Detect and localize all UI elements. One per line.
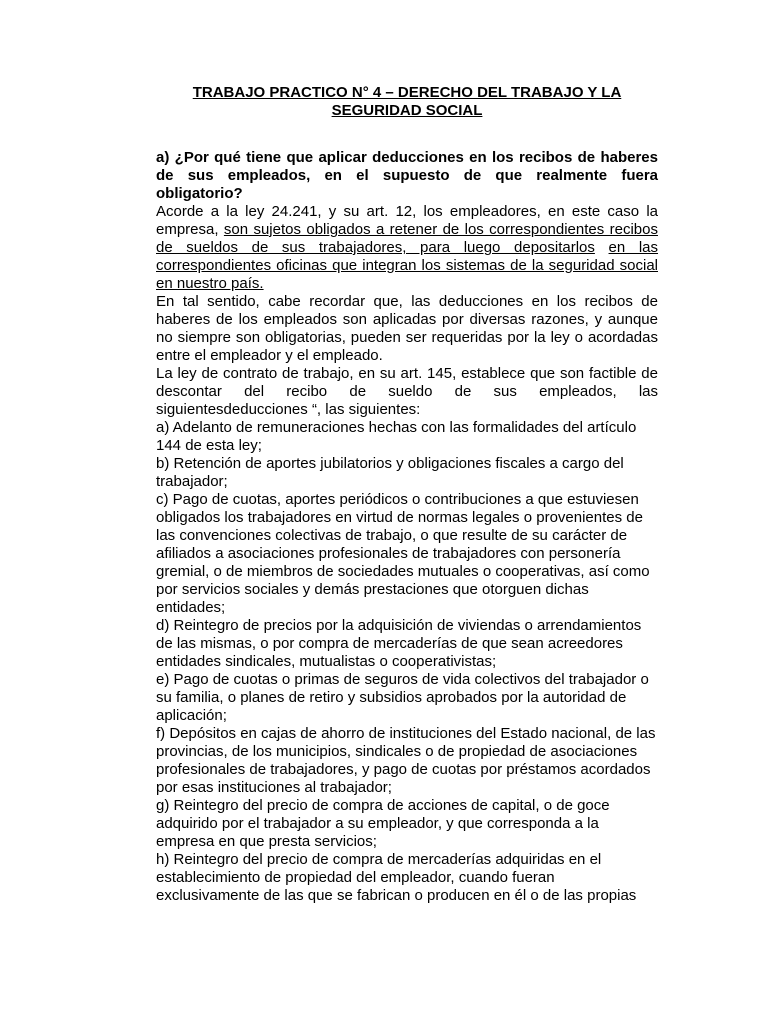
document-body [156,149,658,905]
paragraph-1-underline-1: son sujetos obligados a retener de los correspondientes recibos de sueldos de sus trabajadores, para luego depositarlos [156,221,658,256]
question-a: a) ¿Por qué tiene que aplicar deducciones en los recibos de haberes de sus empleados, en el supuesto de que realmente fuera obligatorio? [156,149,658,202]
list-item-h: h) Reintegro del precio de compra de mercaderías adquiridas en el establecimiento de propiedad del empleador, cuando fueran exclusivamente de las que se fabrican o producen en él o de las propias [156,851,637,904]
list-item-b: b) Retención de aportes jubilatorios y obligaciones fiscales a cargo del trabajador; [156,455,624,490]
title-line-2: SEGURIDAD SOCIAL [331,102,483,119]
list-item-e: e) Pago de cuotas o primas de seguros de vida colectivos del trabajador o su familia, o planes de retiro y subsidios aprobados por la autoridad de aplicación; [156,671,649,724]
paragraph-3: La ley de contrato de trabajo, en su art. 145, establece que son factible de descontar del recibo de sueldo de sus empleados, las siguientesdeducciones “, las siguientes: [156,365,658,418]
title-line-1: TRABAJO PRACTICO N° 4 – DERECHO DEL TRABAJO Y LA [192,84,622,101]
paragraph-1-text-2 [595,239,609,256]
list-item-g: g) Reintegro del precio de compra de acciones de capital, o de goce adquirido por el trabajador a su empleador, y que corresponda a la empresa en que presta servicios; [156,797,610,850]
list-item-f: f) Depósitos en cajas de ahorro de instituciones del Estado nacional, de las provincias, de los municipios, sindicales o de propiedad de asociaciones profesionales de trabajadores, y pago de cuotas por préstamos acordados por esas instituciones al trabajador; [156,725,656,796]
paragraph-1 [156,203,658,293]
document-title [156,84,658,120]
paragraph-1-underline-2: en las correspondientes oficinas que integran los sistemas de la seguridad social en nuestro país. [156,239,659,292]
paragraph-2: En tal sentido, cabe recordar que, las deducciones en los recibos de haberes de los empleados son aplicadas por diversas razones, y aunque no siempre son obligatorias, pueden ser requeridas por la ley o acordadas entre el empleador y el empleado. [156,293,658,364]
paragraph-1-text-1: Acorde a la ley 24.241, y su art. 12, los empleadores, en este caso la empresa, [156,203,658,238]
list-item-c: c) Pago de cuotas, aportes periódicos o contribuciones a que estuviesen obligados los trabajadores en virtud de normas legales o provenientes de las convenciones colectivas de trabajo, o que resulte de su carácter de afiliados a asociaciones profesionales de trabajadores con personería gremial, o de miembros de sociedades mutuales o cooperativas, así como por servicios sociales y demás prestaciones que otorguen dichas entidades; [156,491,650,616]
list-item-a: a) Adelanto de remuneraciones hechas con las formalidades del artículo 144 de esta ley; [156,419,637,454]
list-item-d: d) Reintegro de precios por la adquisición de viviendas o arrendamientos de las mismas, o por compra de mercaderías de que sean acreedores entidades sindicales, mutualistas o cooperativistas; [156,617,642,670]
